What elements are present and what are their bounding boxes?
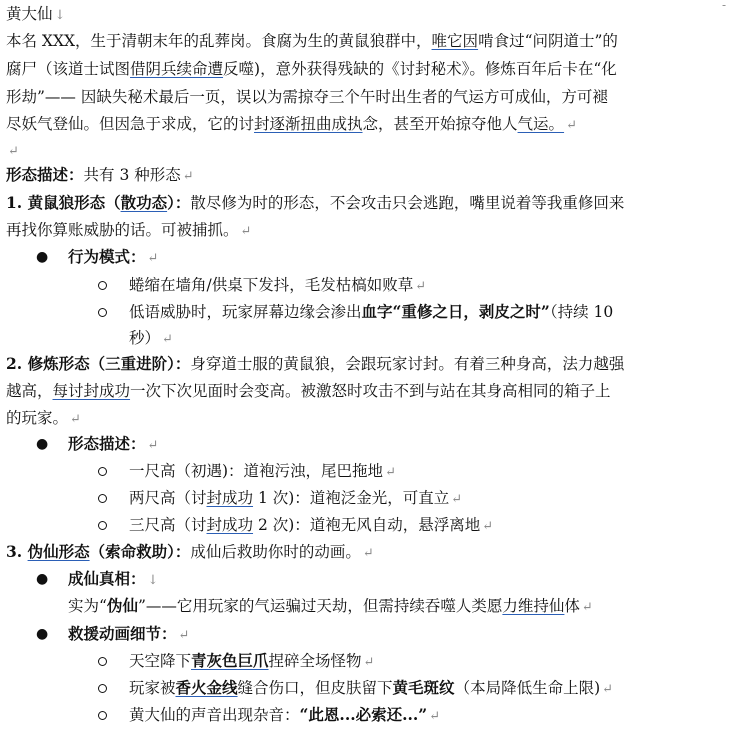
intro-line-4: 尽妖气登仙。但因急于求成，它的讨封逐渐扭曲成执念，甚至开始掠夺他人气运。 ↵ [6,115,577,133]
intro-line-2: 腐尸（该道士试图借阴兵续命遭反噬)，意外获得残缺的《讨封秘术》。修炼百年后卡在“化 [6,60,617,78]
sub-bullet-circle [98,467,107,476]
form2-title-line: 2. 修炼形态（三重进阶）：身穿道士服的黄鼠狼，会跟玩家讨封。有着三种身高，法力越强 [6,354,625,373]
bullet-dot: ● [36,571,49,587]
sub-bullet-circle [98,281,107,290]
sub-bullet-circle [98,711,107,720]
intro-line-3: 形劫”—— 因缺失秘术最后一页，误以为需掠夺三个午时出生者的气运方可成仙，方可褪 [6,88,608,106]
sub-bullet-circle [98,308,107,317]
document-title: 黄大仙 ↓ [6,5,66,23]
form2-item-1: 一尺高（初遇)：道袍污浊，尾巴拖地 ↵ [129,462,396,480]
sub-bullet-circle [98,494,107,503]
form2-desc-label: 形态描述： ↵ [68,434,159,453]
form2-line-3: 的玩家。 ↵ [6,409,81,427]
form1-title-line: 1. 黄鼠狼形态（散功态）：散尽修为时的形态，不会攻击只会逃跑，嘴里说着等我重修回来 [6,193,625,212]
bullet-dot: ● [36,626,49,642]
form3-item-1: 天空降下青灰色巨爪捏碎全场怪物 ↵ [129,651,375,670]
sub-bullet-circle [98,521,107,530]
form2-item-2: 两尺高（讨封成功 1 次)：道袍泛金光，可直立 ↵ [129,489,463,507]
form3-item-3: 黄大仙的声音出现杂音：“此恩...必索还...” ↵ [129,705,441,724]
form1-line-2: 再找你算账威胁的话。可被捕抓。 ↵ [6,221,252,239]
form3-truth-label: 成仙真相： ↓ [68,569,159,588]
sub-bullet-circle [98,684,107,693]
form3-anim-label: 救援动画细节： ↵ [68,624,190,643]
form3-item-2: 玩家被香火金线缝合伤口，但皮肤留下黄毛斑纹（本局降低生命上限) ↵ [129,678,614,697]
form1-item-1: 蜷缩在墙角/供桌下发抖，毛发枯槁如败草 ↵ [129,276,427,294]
form1-item-2-cont: 秒） ↵ [129,329,173,347]
form2-line-2: 越高，每讨封成功一次下次见面时会变高。被激怒时攻击不到与站在其身高相同的箱子上 [6,382,611,400]
intro-line-1: 本名 XXX，生于清朝末年的乱葬岗。食腐为生的黄鼠狼群中，唯它因啃食过“问阴道士”的 [6,32,618,50]
form1-item-2: 低语威胁时，玩家屏幕边缘会渗出血字“重修之日，剥皮之时”（持续 10 [129,302,614,321]
form2-item-3: 三尺高（讨封成功 2 次)：道袍无风自动，悬浮离地 ↵ [129,516,494,534]
sub-bullet-circle [98,657,107,666]
empty-paragraph: ↵ [8,144,19,159]
form3-truth-text: 实为“伪仙”——它用玩家的气运骗过天劫，但需持续吞噬人类愿力维持仙体 ↵ [68,596,593,615]
corner-mark: - [722,0,727,12]
bullet-dot: ● [36,249,49,265]
forms-heading: 形态描述：共有 3 种形态 ↵ [6,165,194,184]
form1-behavior-label: 行为模式： ↵ [68,247,159,266]
form3-title-line: 3. 伪仙形态（索命救助）：成仙后救助你时的动画。 ↵ [6,542,374,561]
bullet-dot: ● [36,436,49,452]
